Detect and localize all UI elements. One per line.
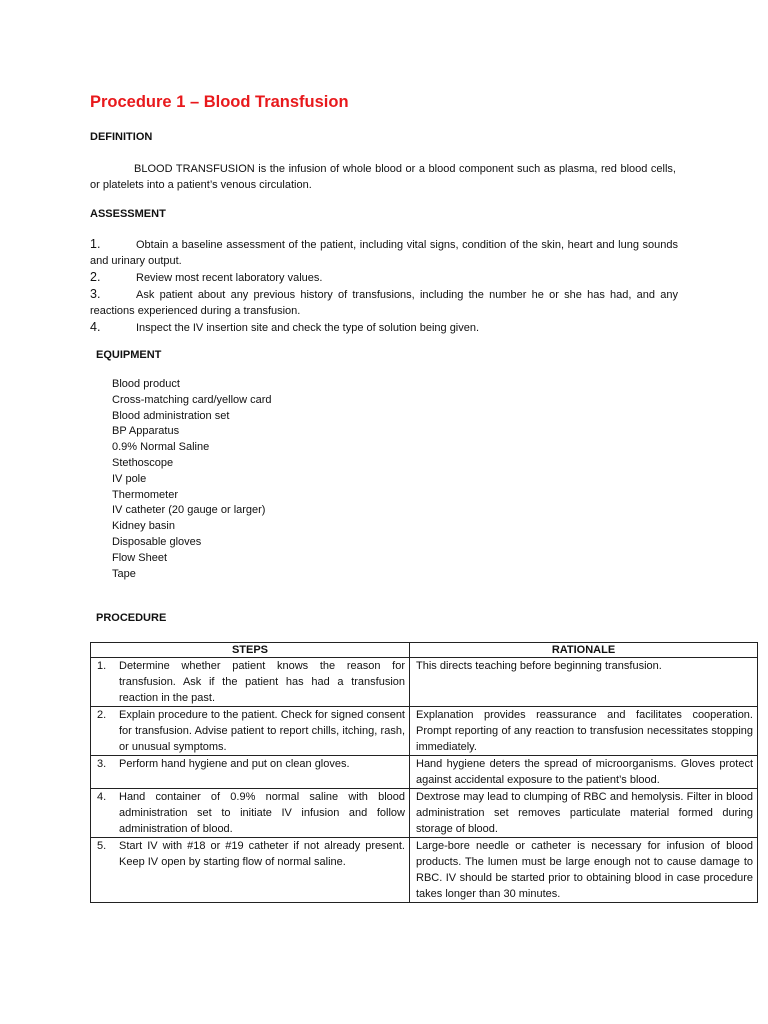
equipment-item: Blood product — [112, 378, 180, 390]
step-text: Determine whether patient knows the reason for transfusion. Ask if the patient has had a transfusion reaction in the past. — [119, 660, 405, 704]
table-row — [91, 707, 758, 756]
equipment-item: Blood administration set — [112, 409, 230, 422]
step-text: Hand container of 0.9% normal saline with blood administration set to initiate IV infusion and follow administration of blood. — [119, 791, 405, 835]
equipment-heading: EQUIPMENT — [96, 349, 162, 361]
step-cell — [91, 838, 410, 903]
step-number: 2. — [97, 709, 107, 721]
procedure-table — [90, 642, 758, 903]
equipment-item: Thermometer — [112, 488, 179, 501]
step-cell — [91, 789, 410, 838]
definition-body: BLOOD TRANSFUSION is the infusion of whole blood or a blood component such as plasma, red blood cells, or platelets into a patient’s venous circulation. — [90, 163, 676, 191]
page-title: Procedure 1 – Blood Transfusion — [90, 93, 349, 111]
assessment-item-number: 4. — [90, 320, 101, 334]
step-number: 1. — [97, 660, 107, 672]
assessment-item — [90, 286, 678, 319]
rationale-cell: Explanation provides reassurance and facilitates cooperation. Prompt reporting of any reaction to transfusion necessitates stopping immediately. — [410, 707, 758, 756]
assessment-item-number: 2. — [90, 270, 101, 284]
definition-text — [90, 161, 676, 193]
assessment-item-text: Obtain a baseline assessment of the patient, including vital signs, condition of the skin, heart and lung sounds and urinary output. — [90, 239, 678, 267]
rationale-column-header: RATIONALE — [410, 643, 758, 658]
step-cell — [91, 707, 410, 756]
equipment-item: Cross-matching card/yellow card — [112, 393, 272, 406]
step-number: 3. — [97, 758, 107, 770]
equipment-item: Kidney basin — [112, 520, 175, 533]
rationale-cell: Large-bore needle or catheter is necessary for infusion of blood products. The lumen must be large enough not to cause damage to RBC. IV should be started prior to obtaining blood in case procedure takes longer than 30 minutes. — [410, 838, 758, 903]
step-text: Explain procedure to the patient. Check for signed consent for transfusion. Advise patient to report chills, itching, rash, or unusual symptoms. — [119, 709, 405, 753]
table-row — [91, 658, 758, 707]
equipment-item: Stethoscope — [112, 456, 174, 469]
equipment-list — [112, 377, 272, 582]
rationale-cell: This directs teaching before beginning transfusion. — [410, 658, 758, 707]
step-number: 4. — [97, 791, 107, 803]
step-text: Perform hand hygiene and put on clean gloves. — [119, 758, 350, 770]
assessment-item — [90, 236, 678, 269]
assessment-heading: ASSESSMENT — [90, 208, 166, 220]
assessment-item-text: Inspect the IV insertion site and check the type of solution being given. — [136, 322, 480, 334]
equipment-item: 0.9% Normal Saline — [112, 441, 210, 454]
equipment-item: BP Apparatus — [112, 425, 180, 438]
rationale-cell: Hand hygiene deters the spread of microorganisms. Gloves protect against accidental exposure to the patient’s blood. — [410, 756, 758, 789]
assessment-item — [90, 319, 678, 336]
step-cell — [91, 756, 410, 789]
table-row — [91, 756, 758, 789]
steps-column-header: STEPS — [91, 643, 410, 658]
table-row — [91, 838, 758, 903]
assessment-item-number: 1. — [90, 237, 101, 251]
step-number: 5. — [97, 840, 107, 852]
assessment-item-text: Ask patient about any previous history of transfusions, including the number he or she has had, and any reactions experienced during a transfusion. — [90, 289, 678, 317]
definition-heading: DEFINITION — [90, 131, 153, 143]
equipment-item: Tape — [112, 567, 136, 580]
assessment-list — [90, 236, 678, 336]
assessment-item-number: 3. — [90, 287, 101, 301]
equipment-item: Disposable gloves — [112, 535, 202, 548]
step-cell — [91, 658, 410, 707]
assessment-item — [90, 269, 678, 286]
equipment-item: IV catheter (20 gauge or larger) — [112, 504, 266, 517]
equipment-item: Flow Sheet — [112, 551, 168, 564]
rationale-cell: Dextrose may lead to clumping of RBC and hemolysis. Filter in blood administration set removes particulate material formed during storage of blood. — [410, 789, 758, 838]
table-row — [91, 789, 758, 838]
procedure-heading: PROCEDURE — [96, 612, 167, 624]
equipment-item: IV pole — [112, 472, 147, 485]
table-header-row — [91, 643, 758, 658]
step-text: Start IV with #18 or #19 catheter if not already present. Keep IV open by starting flow of normal saline. — [119, 840, 405, 868]
assessment-item-text: Review most recent laboratory values. — [136, 272, 323, 284]
